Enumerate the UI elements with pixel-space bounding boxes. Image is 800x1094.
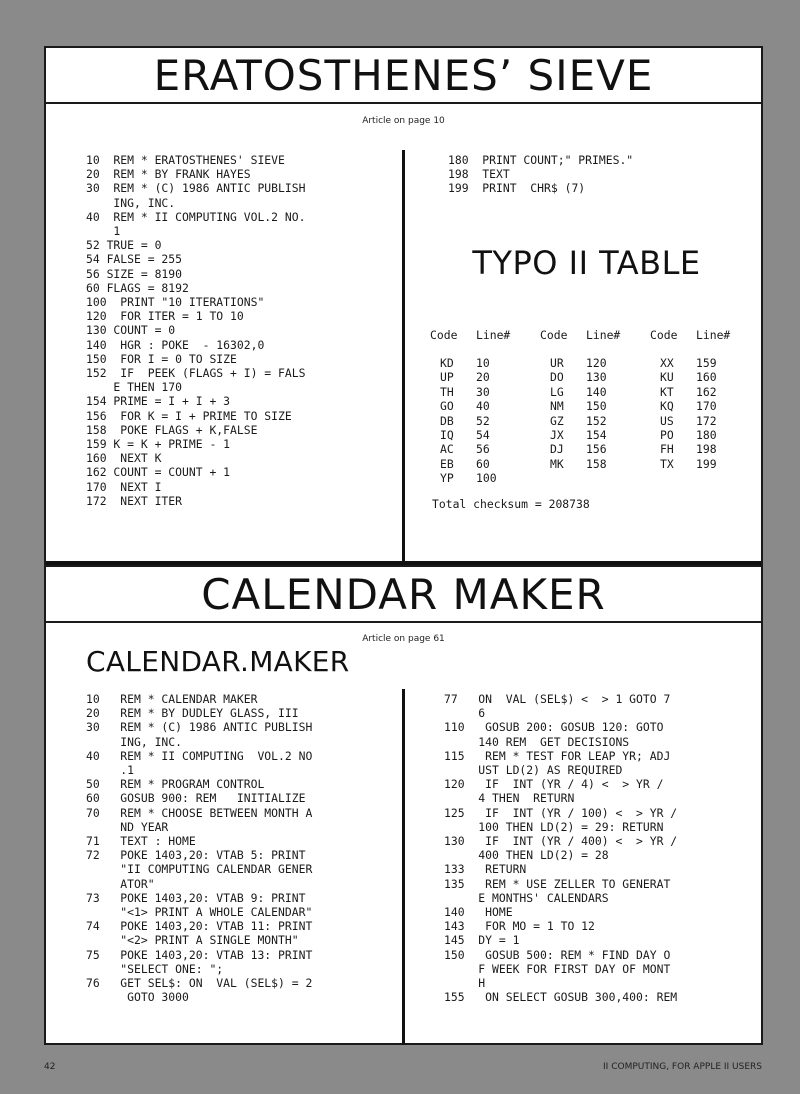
typo-code: KQ	[660, 399, 674, 414]
code-line: 170 NEXT I	[86, 479, 162, 494]
code-line: 20 REM * BY FRANK HAYES	[86, 167, 251, 182]
typo-table-body	[430, 356, 760, 486]
typo-cell	[650, 442, 760, 456]
code-line: 110 GOSUB 200: GOSUB 120: GOTO	[444, 720, 664, 735]
code-line: 4 THEN RETURN	[444, 791, 575, 806]
page-number: 42	[44, 1062, 56, 1072]
code-line: H	[444, 976, 486, 991]
typo-line-number: 120	[586, 356, 607, 370]
code-line: F WEEK FOR FIRST DAY OF MONT	[444, 961, 671, 976]
typo-checksum: Total checksum = 208738	[432, 497, 590, 511]
typo-code: NM	[550, 399, 564, 414]
typo-cell	[650, 428, 760, 442]
code-line: 172 NEXT ITER	[86, 493, 183, 508]
typo-line-number: 156	[586, 442, 607, 457]
code-line: 159 K = K + PRIME - 1	[86, 437, 231, 452]
typo-code: MK	[550, 456, 564, 471]
code-line: "SELECT ONE: ";	[86, 961, 224, 976]
typo-line-number: 60	[476, 456, 490, 471]
typo-cell	[430, 414, 540, 428]
code-line: ING, INC.	[86, 195, 176, 210]
typo-header-code: Code	[430, 328, 458, 342]
typo-line-number	[696, 471, 756, 485]
sieve-title: ERATOSTHENES’ SIEVE	[153, 50, 654, 100]
code-line: ING, INC.	[86, 734, 183, 749]
code-line: E MONTHS' CALENDARS	[444, 890, 609, 905]
code-line: 30 REM * (C) 1986 ANTIC PUBLISH	[86, 181, 306, 196]
typo-line-number: 140	[586, 384, 607, 399]
typo-line-number: 54	[476, 427, 490, 442]
code-line: 76 GET SEL$: ON VAL (SEL$) = 2	[86, 976, 313, 991]
code-line: 158 POKE FLAGS + K,FALSE	[86, 422, 258, 437]
sieve-listing-left	[86, 153, 305, 508]
typo-code: IQ	[440, 427, 454, 442]
code-line: 52 TRUE = 0	[86, 238, 162, 253]
code-line: 56 SIZE = 8190	[86, 266, 183, 281]
code-line: "<2> PRINT A SINGLE MONTH"	[86, 933, 299, 948]
typo-code: US	[660, 413, 674, 428]
typo-code: TX	[660, 456, 674, 471]
publication-footer: II COMPUTING, FOR APPLE II USERS	[603, 1062, 762, 1072]
typo-row	[430, 428, 760, 442]
typo-cell	[650, 356, 760, 370]
typo-cell	[650, 471, 760, 485]
code-line: 73 POKE 1403,20: VTAB 9: PRINT	[86, 890, 306, 905]
typo-cell	[540, 399, 650, 413]
code-line: 40 REM * II COMPUTING VOL.2 NO.	[86, 209, 306, 224]
code-line: 10 REM * CALENDAR MAKER	[86, 692, 258, 706]
typo-line-number: 40	[476, 399, 490, 414]
typo-code: AC	[440, 442, 454, 457]
typo-cell	[540, 442, 650, 456]
code-line: 198 TEXT	[448, 167, 510, 182]
code-line: 120 FOR ITER = 1 TO 10	[86, 309, 244, 324]
typo-line-number: 172	[696, 413, 717, 428]
typo-line-number: 159	[696, 356, 717, 370]
code-line: 100 THEN LD(2) = 29: RETURN	[444, 819, 664, 834]
code-line: 71 TEXT : HOME	[86, 834, 196, 849]
calendar-title-band	[46, 565, 761, 623]
sieve-listing-right	[448, 153, 633, 196]
calendar-listing-right	[444, 692, 677, 1004]
typo-cell	[650, 414, 760, 428]
code-line: 77 ON VAL (SEL$) < > 1 GOTO 7	[444, 692, 671, 706]
typo-cell	[430, 471, 540, 485]
typo-code: XX	[660, 356, 674, 370]
typo-line-number: 100	[476, 471, 497, 486]
code-line: 140 HGR : POKE - 16302,0	[86, 337, 265, 352]
typo-line-number: 56	[476, 442, 490, 457]
code-line: 135 REM * USE ZELLER TO GENERAT	[444, 876, 671, 891]
calendar-column-divider	[402, 689, 405, 1045]
code-line: 30 REM * (C) 1986 ANTIC PUBLISH	[86, 720, 313, 735]
code-line: UST LD(2) AS REQUIRED	[444, 763, 623, 778]
code-line: 130 COUNT = 0	[86, 323, 176, 338]
typo-code: FH	[660, 442, 674, 457]
typo-cell	[430, 399, 540, 413]
typo-cell	[430, 428, 540, 442]
typo-cell	[430, 442, 540, 456]
code-line: ATOR"	[86, 876, 155, 891]
typo-line-number	[586, 471, 646, 485]
code-line: 156 FOR K = I + PRIME TO SIZE	[86, 408, 292, 423]
code-line: 100 PRINT "10 ITERATIONS"	[86, 295, 265, 310]
typo-code	[650, 471, 696, 485]
code-line: 54 FALSE = 255	[86, 252, 183, 267]
typo-code: UR	[550, 356, 564, 370]
typo-cell	[540, 428, 650, 442]
typo-cell	[650, 370, 760, 384]
typo-cell	[650, 457, 760, 471]
code-line: 72 POKE 1403,20: VTAB 5: PRINT	[86, 848, 306, 863]
typo-header-cell	[430, 328, 540, 342]
typo-row	[430, 414, 760, 428]
code-line: 20 REM * BY DUDLEY GLASS, III	[86, 706, 299, 721]
typo-code: DB	[440, 413, 454, 428]
typo-cell	[540, 356, 650, 370]
typo-header-cell	[540, 328, 650, 342]
typo-line-number: 170	[696, 399, 717, 414]
typo-code: DJ	[550, 442, 564, 457]
code-line: 60 GOSUB 900: REM INITIALIZE	[86, 791, 306, 806]
typo-row	[430, 370, 760, 384]
typo-line-number: 30	[476, 384, 490, 399]
code-line: 180 PRINT COUNT;" PRIMES."	[448, 153, 634, 167]
typo-line-number: 20	[476, 370, 490, 385]
code-line: 40 REM * II COMPUTING VOL.2 NO	[86, 748, 313, 763]
typo-code: YP	[440, 471, 454, 486]
code-line: 125 IF INT (YR / 100) < > YR /	[444, 805, 678, 820]
typo-line-number: 10	[476, 356, 490, 370]
typo-code: LG	[550, 384, 564, 399]
code-line: 140 HOME	[444, 905, 513, 920]
calendar-listing-left	[86, 692, 312, 1004]
code-line: "II COMPUTING CALENDAR GENER	[86, 862, 313, 877]
code-line: 150 GOSUB 500: REM * FIND DAY O	[444, 947, 671, 962]
typo-row	[430, 457, 760, 471]
typo-code: KD	[440, 356, 454, 370]
typo-cell	[540, 414, 650, 428]
code-line: 1	[86, 224, 121, 239]
typo-line-number: 158	[586, 456, 607, 471]
typo-code: KU	[660, 370, 674, 385]
code-line: 130 IF INT (YR / 400) < > YR /	[444, 834, 678, 849]
typo-cell	[540, 457, 650, 471]
typo-header-line: Line#	[586, 328, 621, 342]
code-line: 400 THEN LD(2) = 28	[444, 848, 609, 863]
code-line: 160 NEXT K	[86, 451, 162, 466]
typo-row	[430, 471, 760, 485]
code-line: 75 POKE 1403,20: VTAB 13: PRINT	[86, 947, 313, 962]
typo-header-code: Code	[540, 328, 568, 342]
code-line: "<1> PRINT A WHOLE CALENDAR"	[86, 905, 313, 920]
code-line: E THEN 170	[86, 380, 183, 395]
typo-code	[540, 471, 586, 485]
typo-line-number: 52	[476, 413, 490, 428]
calendar-title: CALENDAR MAKER	[201, 569, 606, 619]
code-line: GOTO 3000	[86, 990, 189, 1005]
typo-line-number: 130	[586, 370, 607, 385]
code-line: 154 PRIME = I + I + 3	[86, 394, 231, 409]
typo-code: TH	[440, 384, 454, 399]
code-line: 199 PRINT CHR$ (7)	[448, 181, 586, 196]
typo-code: JX	[550, 427, 564, 442]
typo-header-line: Line#	[696, 328, 731, 342]
code-line: 70 REM * CHOOSE BETWEEN MONTH A	[86, 805, 313, 820]
code-line: .1	[86, 763, 135, 778]
code-line: 143 FOR MO = 1 TO 12	[444, 919, 595, 934]
code-line: 155 ON SELECT GOSUB 300,400: REM	[444, 990, 678, 1005]
calendar-article-note: Article on page 61	[362, 634, 445, 644]
typo-cell	[540, 385, 650, 399]
typo-table	[430, 328, 760, 486]
code-line: 133 RETURN	[444, 862, 527, 877]
typo-cell	[430, 356, 540, 370]
typo-row	[430, 442, 760, 456]
typo-table-title: TYPO II TABLE	[472, 244, 701, 282]
code-line: 60 FLAGS = 8192	[86, 280, 189, 295]
code-line: 145 DY = 1	[444, 933, 520, 948]
typo-cell	[650, 385, 760, 399]
code-line: 152 IF PEEK (FLAGS + I) = FALS	[86, 366, 306, 381]
typo-cell	[430, 385, 540, 399]
typo-line-number: 154	[586, 427, 607, 442]
typo-row	[430, 399, 760, 413]
typo-line-number: 150	[586, 399, 607, 414]
typo-code: GO	[440, 399, 454, 414]
typo-header-line: Line#	[476, 328, 511, 342]
page-frame	[44, 46, 763, 1045]
typo-cell	[540, 471, 650, 485]
sieve-column-divider	[402, 150, 405, 563]
typo-line-number: 180	[696, 427, 717, 442]
code-line: 162 COUNT = COUNT + 1	[86, 465, 231, 480]
typo-line-number: 199	[696, 456, 717, 471]
code-line: 74 POKE 1403,20: VTAB 11: PRINT	[86, 919, 313, 934]
typo-row	[430, 356, 760, 370]
typo-line-number: 152	[586, 413, 607, 428]
code-line: 120 IF INT (YR / 4) < > YR /	[444, 777, 664, 792]
code-line: 140 REM GET DECISIONS	[444, 734, 630, 749]
calendar-subtitle: CALENDAR.MAKER	[86, 645, 350, 678]
typo-cell	[540, 370, 650, 384]
typo-cell	[430, 457, 540, 471]
typo-row	[430, 385, 760, 399]
typo-cell	[650, 399, 760, 413]
code-line: 10 REM * ERATOSTHENES' SIEVE	[86, 153, 285, 167]
typo-cell	[430, 370, 540, 384]
typo-header-code: Code	[650, 328, 678, 342]
typo-code: EB	[440, 456, 454, 471]
code-line: 150 FOR I = 0 TO SIZE	[86, 351, 237, 366]
code-line: 6	[444, 706, 486, 721]
code-line: 50 REM * PROGRAM CONTROL	[86, 777, 265, 792]
typo-table-header	[430, 328, 760, 342]
typo-code: KT	[660, 384, 674, 399]
sieve-title-band	[46, 46, 761, 104]
typo-line-number: 160	[696, 370, 717, 385]
typo-code: UP	[440, 370, 454, 385]
typo-line-number: 198	[696, 442, 717, 457]
typo-code: DO	[550, 370, 564, 385]
sieve-article-note: Article on page 10	[362, 116, 445, 126]
typo-code: GZ	[550, 413, 564, 428]
typo-code: PO	[660, 427, 674, 442]
code-line: 115 REM * TEST FOR LEAP YR; ADJ	[444, 748, 671, 763]
code-line: ND YEAR	[86, 819, 169, 834]
typo-line-number: 162	[696, 384, 717, 399]
typo-header-cell	[650, 328, 760, 342]
